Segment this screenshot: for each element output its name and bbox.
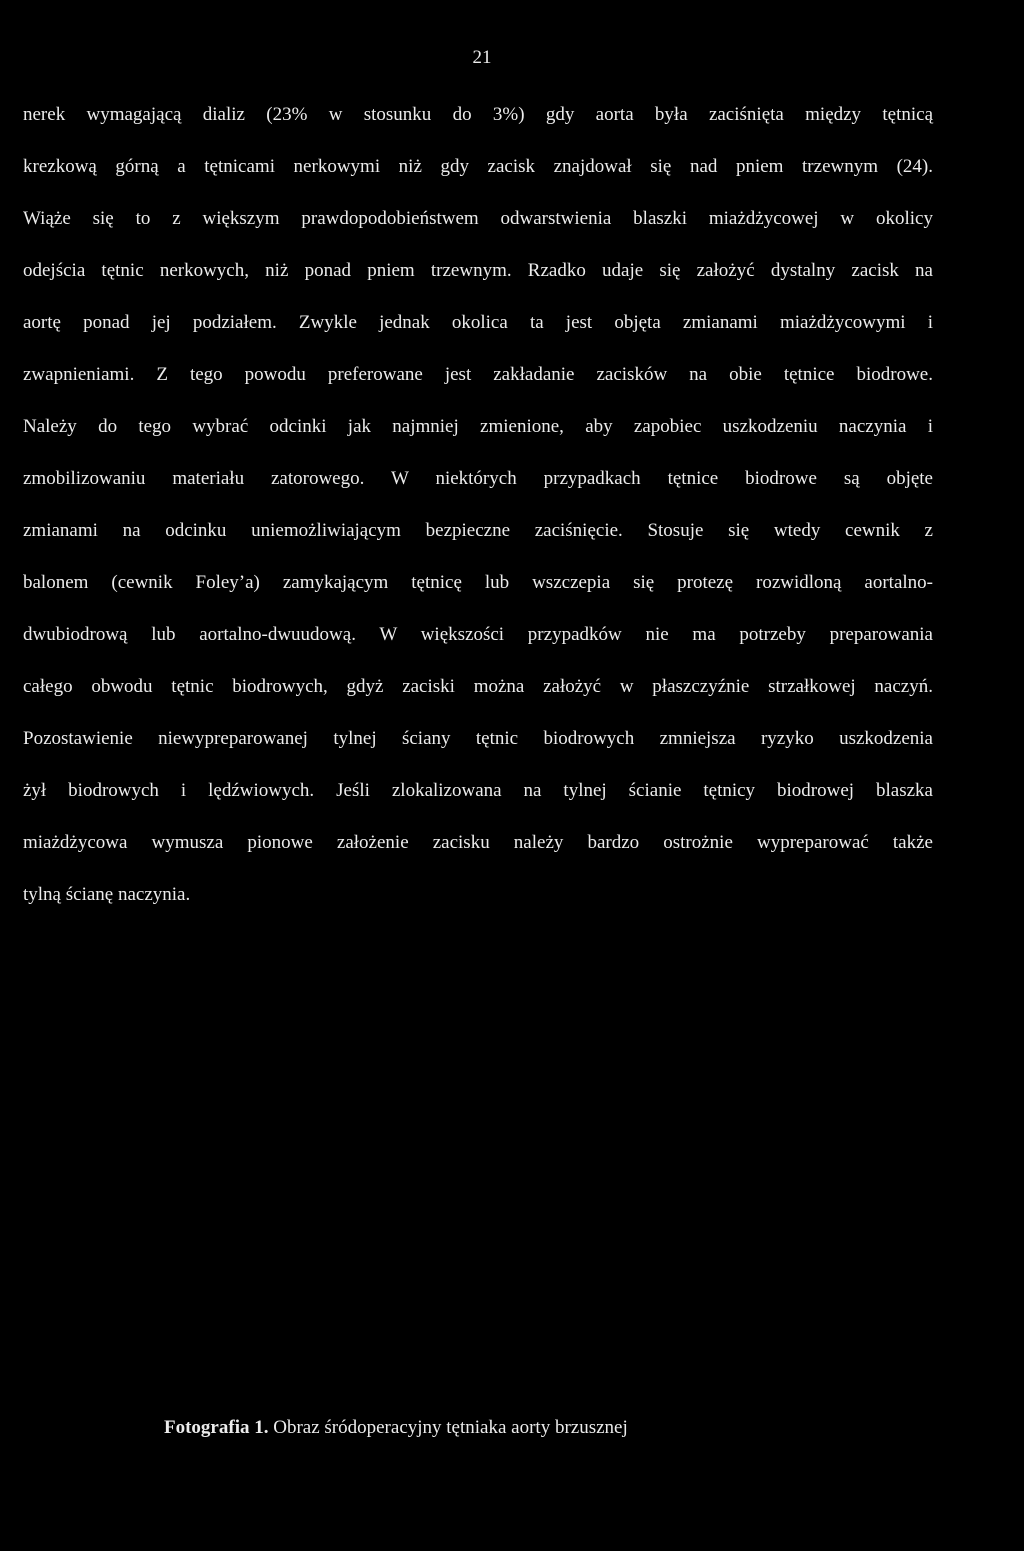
text-line: dwubiodrową lub aortalno-dwuudową. W większości przypadków nie ma potrzeby preparowania [23,624,933,645]
text-line: balonem (cewnik Foley’a) zamykającym tętnicę lub wszczepia się protezę rozwidloną aortalno- [23,572,933,593]
text-line: żył biodrowych i lędźwiowych. Jeśli zlokalizowana na tylnej ścianie tętnicy biodrowej blaszka [23,780,933,801]
text-line: aortę ponad jej podziałem. Zwykle jednak okolica ta jest objęta zmianami miażdżycowymi i [23,312,933,333]
body-paragraph [23,100,933,932]
text-line: tylną ścianę naczynia. [23,884,191,905]
text-line: krezkową górną a tętnicami nerkowymi niż gdy zacisk znajdował się nad pniem trzewnym (24). [23,156,933,177]
text-line: Pozostawienie niewypreparowanej tylnej ściany tętnic biodrowych zmniejsza ryzyko uszkodzenia [23,728,933,749]
figure-caption-text: Obraz śródoperacyjny tętniaka aorty brzusznej [268,1417,628,1438]
text-line: Wiąże się to z większym prawdopodobieństwem odwarstwienia blaszki miażdżycowej w okolicy [23,208,933,229]
text-line: nerek wymagającą dializ (23% w stosunku do 3%) gdy aorta była zaciśnięta między tętnicą [23,104,933,125]
text-line: całego obwodu tętnic biodrowych, gdyż zaciski można założyć w płaszczyźnie strzałkowej naczyń. [23,676,933,697]
figure-caption-label: Fotografia 1. [164,1417,269,1438]
text-line: zmianami na odcinku uniemożliwiającym bezpieczne zaciśnięcie. Stosuje się wtedy cewnik z [23,520,933,541]
text-line: zwapnieniami. Z tego powodu preferowane jest zakładanie zacisków na obie tętnice biodrowe. [23,364,933,385]
text-line: miażdżycowa wymusza pionowe założenie zacisku należy bardzo ostrożnie wypreparować także [23,832,933,853]
text-line: odejścia tętnic nerkowych, niż ponad pniem trzewnym. Rzadko udaje się założyć dystalny zacisk na [23,260,933,281]
figure-caption [164,1413,628,1443]
page-number: 21 [472,47,492,68]
text-line: Należy do tego wybrać odcinki jak najmniej zmienione, aby zapobiec uszkodzeniu naczynia i [23,416,933,437]
text-line: zmobilizowaniu materiału zatorowego. W niektórych przypadkach tętnice biodrowe są objęte [23,468,933,489]
